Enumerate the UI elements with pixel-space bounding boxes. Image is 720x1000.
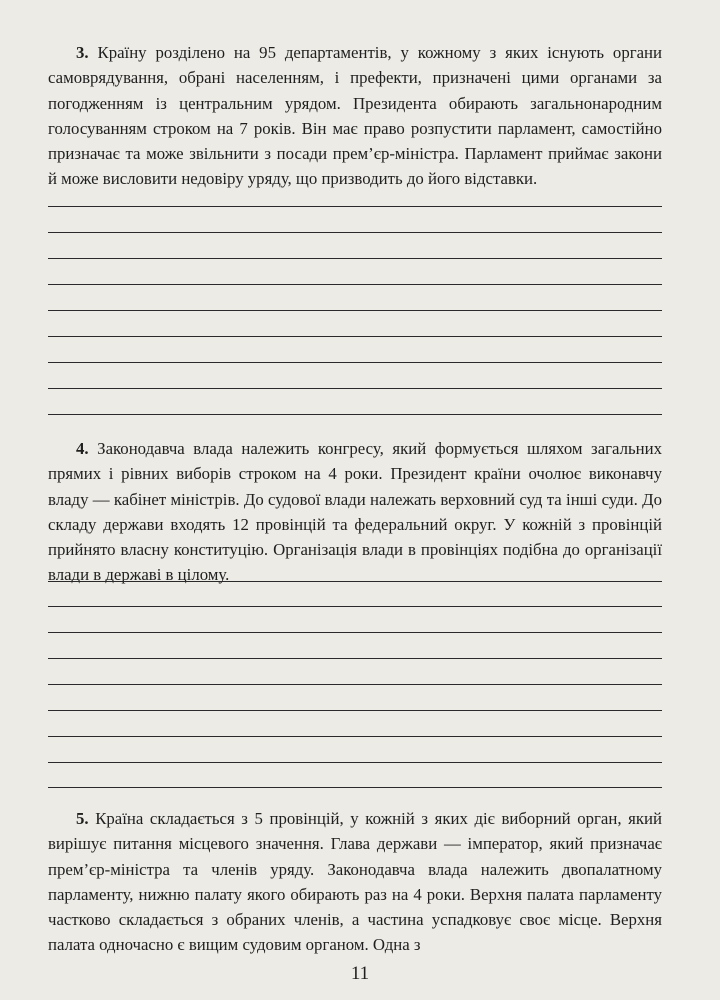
answer-line[interactable] [48,606,662,607]
answer-line[interactable] [48,414,662,415]
answer-line[interactable] [48,684,662,685]
answer-line[interactable] [48,336,662,337]
task-5 [48,806,662,958]
task-text: Законодавча влада належить конгресу, який формується шляхом загальних прямих і рівних виборів строком на 4 роки. Президент країни очолює виконавчу владу — кабінет міністрів. До судової влади належать верховний суд та інші суди. До складу держави входять 12 провінцій та федеральний округ. У кожній з провінцій прийнято власну конституцію. Організація влади в провінціях подібна до організації влади в державі в цілому. [48,439,662,585]
answer-line[interactable] [48,710,662,711]
answer-line[interactable] [48,632,662,633]
task-4 [48,436,662,588]
answer-line[interactable] [48,258,662,259]
answer-line[interactable] [48,581,662,582]
answer-line[interactable] [48,362,662,363]
answer-line[interactable] [48,787,662,788]
page-number: 11 [350,963,370,984]
task-number: 4. [76,439,89,458]
task-3 [48,40,662,192]
answer-line[interactable] [48,658,662,659]
task-number: 3. [76,43,89,62]
answer-line[interactable] [48,310,662,311]
answer-line[interactable] [48,388,662,389]
answer-line[interactable] [48,284,662,285]
answer-line[interactable] [48,762,662,763]
task-text: Країна складається з 5 провінцій, у кожній з яких діє виборний орган, який вирішує питання місцевого значення. Глава держави — імператор, який призначає прем’єр-міністра та членів уряду. Законодавча влада належить двопалатному парламенту, нижню палату якого обирають раз на 4 роки. Верхня палата парламенту частково складається з обраних членів, а частина успадковує своє місце. Верхня палата одночасно є вищим судовим органом. Одна з [48,809,662,955]
answer-line[interactable] [48,206,662,207]
task-text: Країну розділено на 95 департаментів, у кожному з яких існують органи самоврядування, обрані населенням, і префекти, призначені цими органами за погодженням із центральним урядом. Президента обирають загальнонародним голосуванням строком на 7 років. Він має право розпустити парламент, самостійно призначає та може звільнити з посади прем’єр-міністра. Парламент приймає закони й може висловити недовіру уряду, що призводить до його відставки. [48,43,663,189]
answer-line[interactable] [48,232,662,233]
task-number: 5. [76,809,89,828]
answer-line[interactable] [48,736,662,737]
